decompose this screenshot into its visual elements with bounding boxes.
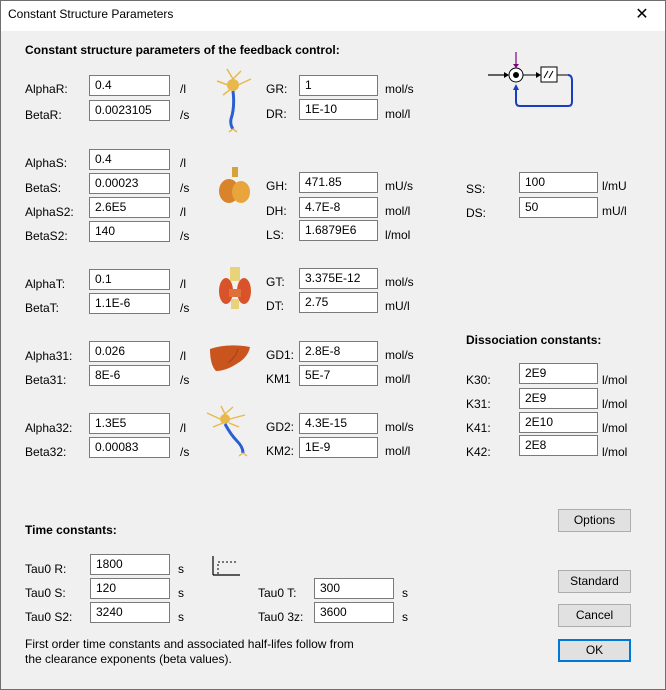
gh-input[interactable]: 471.85: [299, 172, 378, 193]
k30-input[interactable]: 2E9: [519, 363, 598, 384]
ss-input[interactable]: 100: [519, 172, 598, 193]
tau0r-unit: s: [178, 562, 184, 576]
dr-unit: mol/l: [385, 107, 411, 121]
ls-label: LS:: [266, 228, 285, 242]
betaR-unit: /s: [180, 108, 190, 122]
tau0s-unit: s: [178, 586, 184, 600]
gr-unit: mol/s: [385, 82, 414, 96]
options-button[interactable]: Options: [558, 509, 631, 532]
betaS2-unit: /s: [180, 229, 190, 243]
alphaS-unit: /l: [180, 156, 186, 170]
alphaT-unit: /l: [180, 277, 186, 291]
betaS-input[interactable]: 0.00023: [89, 173, 170, 194]
ls-input[interactable]: 1.6879E6: [299, 220, 378, 241]
beta32-label: Beta32:: [25, 445, 67, 459]
standard-button[interactable]: Standard: [558, 570, 631, 593]
ds-unit: mU/l: [602, 204, 627, 218]
alphaR-input[interactable]: 0.4: [89, 75, 170, 96]
alphaS2-unit: /l: [180, 205, 186, 219]
betaS2-label: BetaS2:: [25, 229, 68, 243]
tau0s2-input[interactable]: 3240: [90, 602, 170, 623]
dh-input[interactable]: 4.7E-8: [299, 197, 378, 218]
step-response-icon: [210, 554, 242, 578]
beta32-input[interactable]: 0.00083: [89, 437, 170, 458]
alphaT-label: AlphaT:: [25, 277, 66, 291]
km2-label: KM2:: [266, 444, 295, 458]
gt-unit: mol/s: [385, 275, 414, 289]
ds-label: DS:: [466, 206, 487, 220]
tau0s2-unit: s: [178, 610, 184, 624]
k41-unit: l/mol: [602, 421, 628, 435]
betaS2-input[interactable]: 140: [89, 221, 170, 242]
tau0t-input[interactable]: 300: [314, 578, 394, 599]
gd2-label: GD2:: [266, 420, 295, 434]
tau0t-unit: s: [402, 586, 408, 600]
close-button[interactable]: ✕: [635, 6, 649, 23]
beta31-input[interactable]: 8E-6: [89, 365, 170, 386]
betaR-label: BetaR:: [25, 108, 62, 122]
alphaR-unit: /l: [180, 82, 186, 96]
gd1-input[interactable]: 2.8E-8: [299, 341, 378, 362]
gd1-label: GD1:: [266, 348, 295, 362]
gh-label: GH:: [266, 179, 288, 193]
betaR-input[interactable]: 0.0023105: [89, 100, 170, 121]
ds-input[interactable]: 50: [519, 197, 598, 218]
tau0s-label: Tau0 S:: [25, 586, 66, 600]
neuron-icon: [215, 67, 255, 133]
feedback-heading: Constant structure parameters of the feedback control:: [25, 43, 340, 57]
time-note-line2: the clearance exponents (beta values).: [25, 652, 232, 666]
dissociation-heading: Dissociation constants:: [466, 333, 602, 347]
km1-unit: mol/l: [385, 372, 411, 386]
tau03z-unit: s: [402, 610, 408, 624]
alpha32-input[interactable]: 1.3E5: [89, 413, 170, 434]
gt-label: GT:: [266, 275, 285, 289]
gr-input[interactable]: 1: [299, 75, 378, 96]
betaS-unit: /s: [180, 181, 190, 195]
dr-input[interactable]: 1E-10: [299, 99, 378, 120]
gt-input[interactable]: 3.375E-12: [299, 268, 378, 289]
gd1-unit: mol/s: [385, 348, 414, 362]
alphaT-input[interactable]: 0.1: [89, 269, 170, 290]
alpha31-input[interactable]: 0.026: [89, 341, 170, 362]
dh-label: DH:: [266, 204, 287, 218]
cancel-button[interactable]: Cancel: [558, 604, 631, 627]
betaS-label: BetaS:: [25, 181, 62, 195]
k42-label: K42:: [466, 445, 491, 459]
ss-unit: l/mU: [602, 179, 627, 193]
gh-unit: mU/s: [385, 179, 413, 193]
tau03z-input[interactable]: 3600: [314, 602, 394, 623]
tau0r-input[interactable]: 1800: [90, 554, 170, 575]
ls-unit: l/mol: [385, 228, 411, 242]
beta32-unit: /s: [180, 445, 190, 459]
dh-unit: mol/l: [385, 204, 411, 218]
beta31-unit: /s: [180, 373, 190, 387]
gd2-input[interactable]: 4.3E-15: [299, 413, 378, 434]
alphaS2-label: AlphaS2:: [25, 205, 74, 219]
k42-unit: l/mol: [602, 445, 628, 459]
pituitary-gland-icon: [217, 167, 253, 207]
alphaS-input[interactable]: 0.4: [89, 149, 170, 170]
feedback-loop-icon: [486, 47, 576, 109]
time-note-line1: First order time constants and associated half-lifes follow from: [25, 637, 354, 651]
tau0r-label: Tau0 R:: [25, 562, 67, 576]
dt-label: DT:: [266, 299, 284, 313]
alphaR-label: AlphaR:: [25, 82, 68, 96]
alpha32-label: Alpha32:: [25, 421, 73, 435]
betaT-label: BetaT:: [25, 301, 60, 315]
km1-input[interactable]: 5E-7: [299, 365, 378, 386]
beta31-label: Beta31:: [25, 373, 67, 387]
tau03z-label: Tau0 3z:: [258, 610, 304, 624]
dt-input[interactable]: 2.75: [299, 292, 378, 313]
ok-button[interactable]: OK: [558, 639, 631, 662]
km2-unit: mol/l: [385, 444, 411, 458]
ss-label: SS:: [466, 182, 486, 196]
title-bar: [1, 1, 665, 31]
k31-input[interactable]: 2E9: [519, 388, 598, 409]
liver-icon: [208, 343, 252, 373]
gd2-unit: mol/s: [385, 420, 414, 434]
k31-label: K31:: [466, 397, 491, 411]
alphaS-label: AlphaS:: [25, 156, 68, 170]
k30-label: K30:: [466, 373, 491, 387]
km1-label: KM1: [266, 372, 291, 386]
alpha31-label: Alpha31:: [25, 349, 73, 363]
alpha32-unit: /l: [180, 421, 186, 435]
km2-input[interactable]: 1E-9: [299, 437, 378, 458]
tau0t-label: Tau0 T:: [258, 586, 297, 600]
tau0s2-label: Tau0 S2:: [25, 610, 73, 624]
gr-label: GR:: [266, 82, 288, 96]
k42-input[interactable]: 2E8: [519, 435, 598, 456]
k41-input[interactable]: 2E10: [519, 412, 598, 433]
k41-label: K41:: [466, 421, 491, 435]
alpha31-unit: /l: [180, 349, 186, 363]
k30-unit: l/mol: [602, 373, 628, 387]
window-title: Constant Structure Parameters: [8, 7, 174, 21]
betaT-unit: /s: [180, 301, 190, 315]
brain-neuron-icon: [203, 405, 249, 457]
dr-label: DR:: [266, 107, 287, 121]
k31-unit: l/mol: [602, 397, 628, 411]
tau0s-input[interactable]: 120: [90, 578, 170, 599]
dt-unit: mU/l: [385, 299, 410, 313]
alphaS2-input[interactable]: 2.6E5: [89, 197, 170, 218]
time-heading: Time constants:: [25, 523, 117, 537]
thyroid-gland-icon: [217, 267, 253, 309]
betaT-input[interactable]: 1.1E-6: [89, 293, 170, 314]
